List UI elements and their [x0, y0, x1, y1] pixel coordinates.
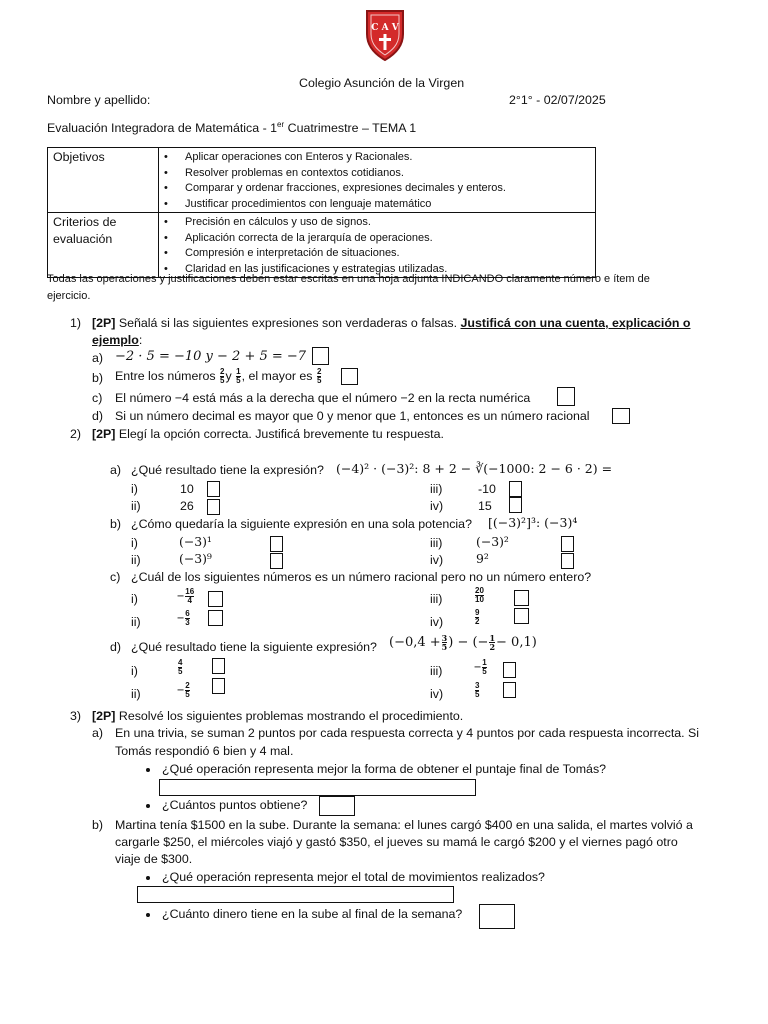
q3-b-line1: Martina tenía $1500 en la sube. Durante la semana: el lunes cargó $400 en una salida, el martes volvió a	[115, 818, 693, 832]
q3-a-question2: ¿Cuántos puntos obtiene?	[162, 798, 308, 812]
q2-b-opt-label: i)	[131, 536, 138, 550]
q3-number: 3)	[70, 709, 82, 723]
q2-b-label: b)	[110, 517, 122, 531]
fraction: $\frac{1}{5}$	[482, 658, 487, 676]
q2-a-opt-value: 26	[180, 499, 194, 513]
fraction: $\frac{20}{10}$	[475, 586, 484, 604]
q2-d-expression: (−0,4 + $\frac{3}{5}$ ) − (− $\frac{1}{2}$ − 0,1)	[389, 633, 537, 652]
bullet-icon	[146, 804, 150, 808]
q2-d-opt-iii-box[interactable]	[503, 662, 516, 678]
q2-d-opt-value: − $\frac{1}{5}$	[474, 658, 487, 676]
q2-b-opt-label: iv)	[430, 553, 444, 567]
q2-a-opt-label: i)	[131, 482, 138, 496]
fraction: $\frac{3}{5}$	[475, 681, 480, 699]
q2-a-label: a)	[110, 463, 122, 477]
q1-b-text: Entre los números $\frac{2}{5}$ y $\frac{1}{5}$ , el mayor es $\frac{2}{5}$	[115, 367, 322, 385]
q2-b-opt-iii-box[interactable]	[561, 536, 574, 552]
q2-b-opt-ii-box[interactable]	[270, 553, 283, 569]
fraction: $\frac{9}{2}$	[475, 608, 480, 626]
criteria-label-line2: evaluación	[53, 232, 113, 246]
q3-b-label: b)	[92, 818, 104, 832]
q1-a-label: a)	[92, 351, 104, 365]
q3-a-points-answer-box[interactable]	[319, 796, 355, 816]
q3-a-line2: Tomás respondió 6 bien y 4 mal.	[115, 744, 294, 758]
q2-b-opt-iv-box[interactable]	[561, 553, 574, 569]
q2-c-opt-label: ii)	[131, 615, 141, 629]
criteria-item: • Claridad en las justificaciones y estrategias utilizadas.	[159, 262, 595, 278]
q2-a-opt-label: iv)	[430, 499, 444, 513]
q2-a-opt-value: 15	[478, 499, 492, 513]
q3-statement: [2P] Resolvé los siguientes problemas mostrando el procedimiento.	[92, 709, 464, 723]
q3-b-question2: ¿Cuánto dinero tiene en la sube al final de la semana?	[162, 907, 463, 921]
q1-c-text: El número −4 está más a la derecha que el número −2 en la recta numérica	[115, 391, 531, 405]
q2-a-opt-i-box[interactable]	[207, 481, 220, 497]
q2-a-opt-iii-box[interactable]	[509, 481, 522, 497]
q2-a-opt-value: 10	[180, 482, 194, 496]
q1-d-text: Si un número decimal es mayor que 0 y menor que 1, entonces es un número racional	[115, 409, 590, 423]
q2-d-opt-label: i)	[131, 664, 138, 678]
criteria-list-cell	[159, 213, 596, 278]
q2-a-opt-ii-box[interactable]	[207, 499, 220, 515]
objective-item: • Comparar y ordenar fracciones, expresiones decimales y enteros.	[159, 181, 595, 197]
q3-b-question1: ¿Qué operación representa mejor el total de movimientos realizados?	[162, 870, 545, 884]
school-name: Colegio Asunción de la Virgen	[299, 76, 465, 90]
q2-statement: [2P] Elegí la opción correcta. Justificá brevemente tu respuesta.	[92, 427, 444, 441]
q1-statement: [2P] Señalá si las siguientes expresiones son verdaderas o falsas. Justificá con una cuenta, explicación o	[92, 316, 691, 330]
q2-d-label: d)	[110, 640, 122, 654]
q2-c-opt-iii-box[interactable]	[514, 590, 529, 606]
fraction: $\frac{3}{5}$	[441, 633, 448, 652]
bullet-icon	[146, 913, 150, 917]
q2-d-opt-value: − $\frac{2}{5}$	[177, 681, 190, 699]
q2-b-opt-label: ii)	[131, 553, 141, 567]
q2-d-text: ¿Qué resultado tiene la siguiente expresión?	[131, 640, 377, 654]
q2-d-opt-value	[177, 659, 183, 676]
fraction: $\frac{16}{4}$	[185, 587, 195, 605]
q2-c-opt-label: i)	[131, 592, 138, 606]
q2-b-opt-label: iii)	[430, 536, 443, 550]
q2-c-opt-value	[474, 587, 485, 604]
svg-text:C A V: C A V	[371, 23, 399, 33]
q3-b-money-answer-box[interactable]	[479, 904, 515, 929]
q2-d-opt-ii-box[interactable]	[212, 678, 225, 694]
objectives-list	[159, 150, 595, 212]
objective-item: • Justificar procedimientos con lenguaje matemático	[159, 197, 595, 213]
q1-b-answer-box[interactable]	[341, 368, 358, 385]
q2-number: 2)	[70, 427, 82, 441]
q2-a-text: ¿Qué resultado tiene la expresión?	[131, 463, 324, 477]
q2-c-opt-label: iii)	[430, 592, 443, 606]
q2-a-opt-iv-box[interactable]	[509, 497, 522, 513]
criteria-item: • Compresión e interpretación de situaciones.	[159, 246, 595, 262]
objectives-list-cell	[159, 148, 596, 213]
q2-c-opt-label: iv)	[430, 615, 444, 629]
criteria-label-cell	[48, 213, 159, 278]
objectives-label-cell: Objetivos	[48, 148, 159, 213]
q1-statement-line2: ejemplo:	[92, 333, 143, 347]
q2-b-opt-value: (−3)¹	[179, 534, 212, 549]
q2-a-opt-value: -10	[478, 482, 496, 496]
criteria-label-line1: Criterios de	[53, 215, 117, 229]
q2-d-opt-i-box[interactable]	[212, 658, 225, 674]
q2-b-opt-value: (−3)²	[476, 534, 509, 549]
bullet-icon	[146, 876, 150, 880]
q1-a-answer-box[interactable]	[312, 347, 329, 365]
fraction: $\frac{4}{5}$	[178, 658, 183, 676]
fraction: $\frac{1}{5}$	[236, 367, 241, 385]
criteria-item: • Precisión en cálculos y uso de signos.	[159, 215, 595, 231]
fraction: $\frac{2}{5}$	[220, 367, 225, 385]
q2-d-opt-value	[474, 682, 480, 699]
objectives-table	[47, 147, 596, 278]
q2-c-text: ¿Cuál de los siguientes números es un número racional pero no un número entero?	[131, 570, 592, 584]
q3-a-line1: En una trivia, se suman 2 puntos por cada respuesta correcta y 4 puntos por cada respuesta incorrecta. Si	[115, 726, 700, 740]
q1-a-expression: −2 · 5 = −10 y − 2 + 5 = −7	[115, 349, 307, 364]
exam-title: Evaluación Integradora de Matemática - 1er Cuatrimestre – TEMA 1	[47, 120, 417, 136]
q2-c-opt-value	[474, 609, 480, 626]
q3-b-line2: cargarle $250, el miércoles viajó y gastó $350, el jueves su mamá le cargó $200 y el viernes pagó otro	[115, 835, 678, 849]
q1-b-label: b)	[92, 371, 104, 385]
course-date: 2°1° - 02/07/2025	[509, 93, 606, 107]
q1-c-label: c)	[92, 391, 103, 405]
q2-b-opt-value: (−3)⁹	[179, 551, 212, 566]
fraction: $\frac{1}{2}$	[489, 633, 496, 652]
criteria-list	[159, 215, 595, 277]
objective-item: • Aplicar operaciones con Enteros y Racionales.	[159, 150, 595, 166]
q3-a-label: a)	[92, 726, 104, 740]
q3-b-operation-answer-box[interactable]	[137, 886, 454, 903]
criteria-item: • Aplicación correcta de la jerarquía de operaciones.	[159, 231, 595, 247]
q1-d-label: d)	[92, 409, 104, 423]
q3-a-question1: ¿Qué operación representa mejor la forma de obtener el puntaje final de Tomás?	[162, 762, 607, 776]
q2-c-label: c)	[110, 570, 121, 584]
q2-d-opt-label: ii)	[131, 687, 141, 701]
q2-d-opt-iv-box[interactable]	[503, 682, 516, 698]
q1-d-answer-box[interactable]	[612, 408, 630, 424]
q2-c-opt-value: − $\frac{6}{3}$	[177, 609, 190, 627]
q2-b-text: ¿Cómo quedaría la siguiente expresión en una sola potencia?	[131, 517, 472, 531]
instructions-line2: ejercicio.	[47, 290, 91, 302]
q1-number: 1)	[70, 316, 82, 330]
fraction: $\frac{6}{3}$	[185, 609, 190, 627]
q1-c-answer-box[interactable]	[557, 387, 575, 406]
q2-a-opt-label: iii)	[430, 482, 443, 496]
q3-b-line3: viaje de $300.	[115, 852, 193, 866]
fraction: $\frac{2}{5}$	[316, 367, 322, 385]
q2-b-opt-value: 9²	[476, 551, 489, 566]
name-label: Nombre y apellido:	[47, 93, 151, 107]
q2-c-opt-ii-box[interactable]	[208, 610, 223, 626]
bullet-icon	[146, 768, 150, 772]
q2-c-opt-value: − $\frac{16}{4}$	[177, 587, 195, 605]
q2-b-opt-i-box[interactable]	[270, 536, 283, 552]
school-crest-logo	[364, 8, 406, 62]
q2-c-opt-iv-box[interactable]	[514, 608, 529, 624]
q2-a-expression: (−4)² · (−3)²: 8 + 2 − ∛(−1000: 2 − 6 · 2) =	[336, 461, 613, 476]
q2-d-opt-label: iv)	[430, 687, 444, 701]
instructions-line1: Todas las operaciones y justificaciones deben estar escritas en una hoja adjunta INDICANDO claramente número e ítem de	[47, 273, 650, 285]
q2-a-opt-label: ii)	[131, 499, 141, 513]
fraction: $\frac{2}{5}$	[185, 681, 190, 699]
objective-item: • Resolver problemas en contextos cotidianos.	[159, 166, 595, 182]
q2-d-opt-label: iii)	[430, 664, 443, 678]
q2-b-expression: [(−3)²]³: (−3)⁴	[488, 515, 578, 530]
q2-c-opt-i-box[interactable]	[208, 591, 223, 607]
q3-a-operation-answer-box[interactable]	[159, 779, 476, 796]
